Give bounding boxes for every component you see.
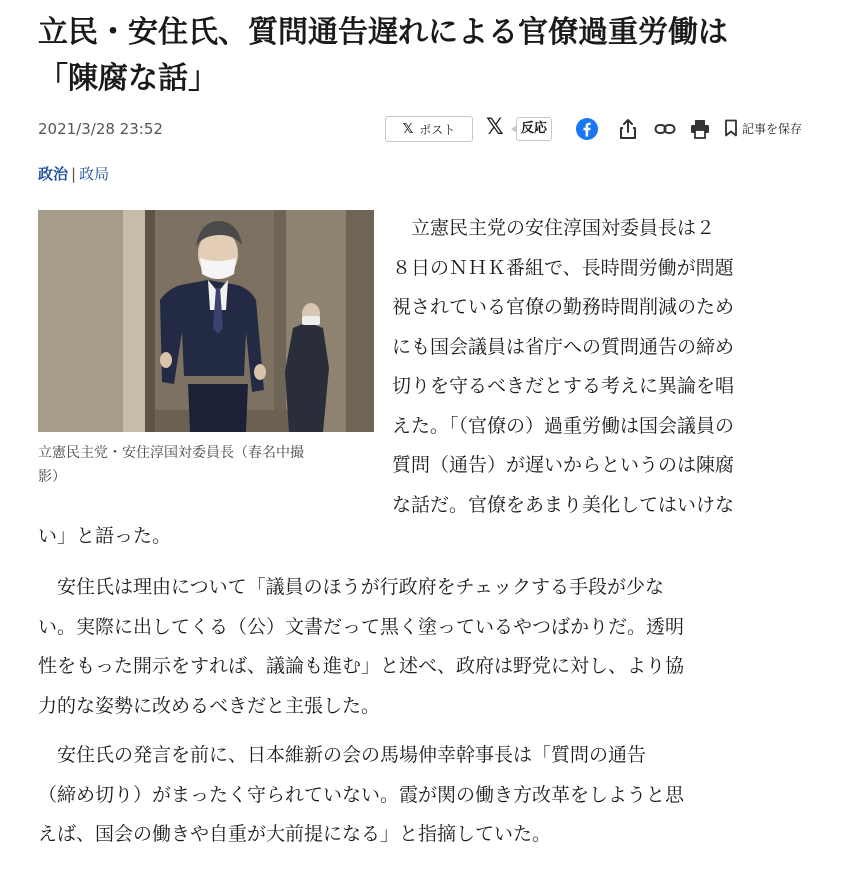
facebook-icon[interactable] — [575, 117, 599, 141]
reactions-button[interactable]: 反応 — [516, 117, 552, 141]
article-photo — [38, 210, 374, 432]
x-post-button[interactable] — [385, 116, 473, 142]
paragraph-line: （締め切り）がまったく守られていない。霞が関の働き方改革をしようと思 — [38, 783, 685, 806]
caption-line: 立憲民主党・安住淳国対委員長（春名中撮 — [38, 445, 304, 461]
paragraph-line: えば、国会の働きや自重が大前提になる」と指摘していた。 — [38, 823, 552, 845]
paragraph-line: い。実際に出してくる（公）文書だって黒く塗っているやつばかりだ。透明 — [38, 615, 685, 638]
title-line-2: 「陳腐な話」 — [38, 61, 218, 96]
x-reactions-icon[interactable]: 𝕏 — [486, 115, 504, 140]
photo-caption — [38, 441, 378, 489]
paragraph-line: 切りを守るべきだとする考えに異論を唱 — [392, 375, 735, 397]
paragraph-2 — [38, 568, 818, 726]
caption-line: 影） — [38, 469, 66, 485]
publish-date: 2021/3/28 23:52 — [38, 120, 163, 138]
post-label: ポスト — [419, 122, 456, 137]
paragraph-line: な話だ。官僚をあまり美化してはいけな — [392, 493, 735, 516]
save-label: 記事を保存 — [742, 121, 803, 136]
paragraph-line: 性をもった開示をすれば、議論も進む」と述べ、政府は野党に対し、より協 — [38, 655, 685, 677]
save-article-button[interactable] — [724, 119, 802, 137]
paragraph-line: 力的な姿勢に改めるべきだと主張した。 — [38, 694, 381, 717]
category-separator: | — [71, 165, 77, 183]
article-title — [38, 10, 828, 102]
paragraph-line: ８日のＮＨＫ番組で、長時間労働が問題 — [392, 256, 734, 279]
paragraph-line: 立憲民主党の安住淳国対委員長は２ — [392, 217, 716, 239]
link-icon[interactable] — [653, 117, 677, 141]
paragraph-line: 安住氏の発言を前に、日本維新の会の馬場伸幸幹事長は「質問の通告 — [38, 744, 647, 766]
meta-toolbar — [38, 116, 828, 144]
category-breadcrumb — [38, 163, 109, 184]
paragraph-line: えた。「（官僚の）過重労働は国会議員の — [392, 414, 735, 437]
title-line-1: 立民・安住氏、質問通告遅れによる官僚過重労働は — [38, 15, 728, 50]
category-seikyoku-link[interactable]: 政局 — [79, 165, 110, 183]
share-icon[interactable] — [616, 117, 640, 141]
paragraph-1-tail: い」と語った。 — [38, 525, 172, 547]
paragraph-3 — [38, 736, 818, 855]
paragraph-line: 質問（通告）が遅いからというのは陳腐 — [392, 454, 735, 476]
paragraph-line: 安住氏は理由について「議員のほうが行政府をチェックする手段が少な — [38, 576, 665, 598]
paragraph-line: 視されている官僚の勤務時間削減のため — [392, 296, 735, 318]
paragraph-line: にも国会議員は省庁への質問通告の締め — [392, 335, 735, 358]
category-politics-link[interactable]: 政治 — [38, 165, 69, 183]
x-logo-icon: 𝕏 — [402, 121, 414, 137]
paragraph-1 — [392, 209, 812, 525]
bookmark-icon — [724, 119, 738, 137]
print-icon[interactable] — [688, 117, 712, 141]
